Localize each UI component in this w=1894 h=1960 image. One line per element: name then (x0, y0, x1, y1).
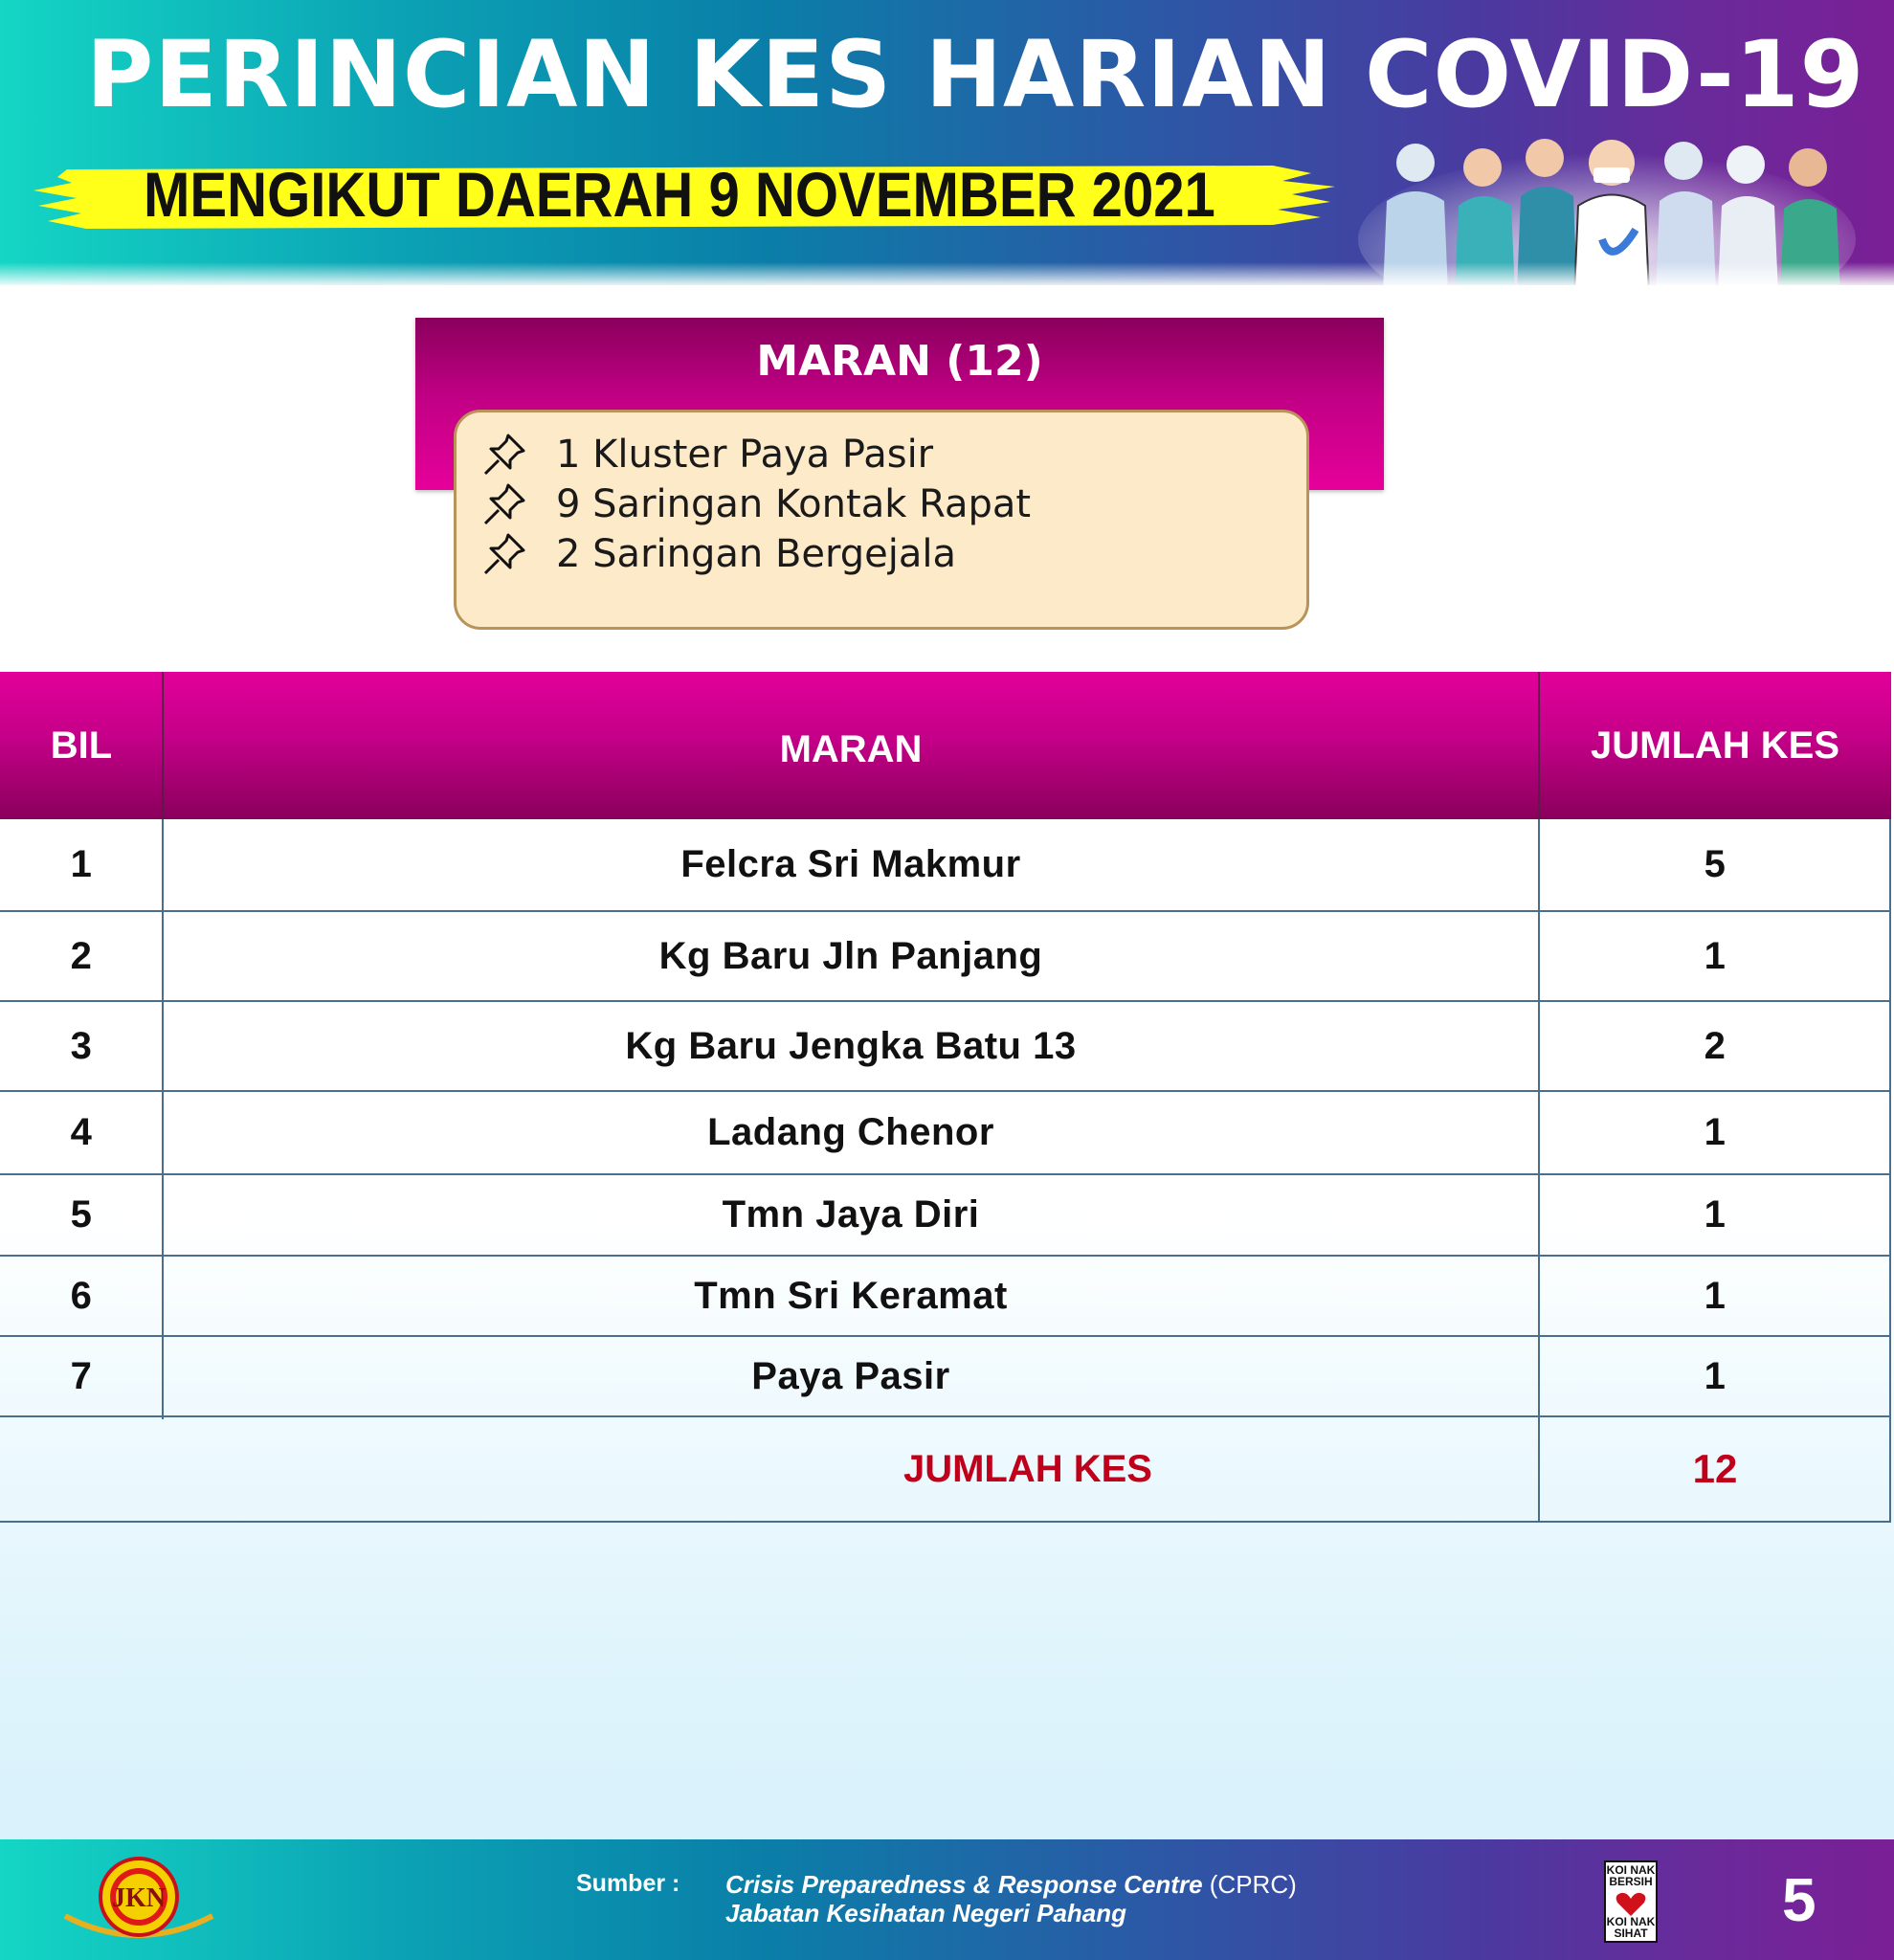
district-title: MARAN (12) (756, 337, 1043, 386)
column-divider (162, 819, 164, 1419)
badge-top-text: KOI NAK BERSIH (1606, 1863, 1656, 1888)
table-row (0, 1175, 1891, 1257)
table-row (0, 819, 1891, 912)
source-department: Jabatan Kesihatan Negeri Pahang (725, 1899, 1127, 1927)
table-row (0, 1257, 1891, 1337)
note-item (479, 430, 933, 479)
header-banner (0, 0, 1894, 285)
total-label: JUMLAH KES (902, 1447, 1152, 1490)
note-item (479, 529, 956, 579)
source-org-name: Crisis Preparedness & Response Centre (725, 1870, 1203, 1899)
note-text: 2 Saringan Bergejala (556, 532, 956, 576)
cell-bil: 1 (70, 843, 93, 885)
cell-locality: Paya Pasir (751, 1354, 950, 1397)
cell-cases: 1 (1704, 1354, 1727, 1397)
table-row (0, 1337, 1891, 1417)
cell-cases: 1 (1704, 1193, 1727, 1236)
note-text: 1 Kluster Paya Pasir (556, 433, 934, 477)
table-row (0, 1002, 1891, 1092)
note-text: 9 Saringan Kontak Rapat (556, 482, 1032, 526)
jkn-pahang-logo (57, 1849, 220, 1950)
healthcare-workers-illustration (1358, 124, 1856, 285)
cell-bil: 7 (70, 1354, 93, 1397)
cell-locality: Kg Baru Jln Panjang (658, 934, 1043, 977)
cell-bil: 3 (70, 1024, 93, 1067)
source-org-abbr: (CPRC) (1202, 1870, 1297, 1899)
cell-locality: Felcra Sri Makmur (680, 843, 1021, 885)
logo-text: JKN (112, 1883, 166, 1913)
table-header (0, 672, 1891, 819)
cell-locality: Ladang Chenor (707, 1111, 994, 1153)
page-number: 5 (1782, 1865, 1816, 1934)
cell-locality: Tmn Jaya Diri (722, 1193, 980, 1236)
cell-bil: 2 (70, 934, 93, 977)
cell-bil: 4 (70, 1111, 93, 1153)
cell-cases: 1 (1704, 934, 1727, 977)
table-total-row (0, 1417, 1891, 1523)
pushpin-icon (479, 479, 529, 529)
case-source-notes (454, 410, 1309, 630)
total-value: 12 (1692, 1446, 1738, 1491)
cell-cases: 2 (1704, 1024, 1727, 1067)
cell-cases: 1 (1704, 1111, 1727, 1153)
badge-bottom-text: KOI NAK SIHAT (1606, 1915, 1656, 1940)
koi-nak-bersih-badge (1604, 1860, 1658, 1943)
source-label: Sumber : (576, 1870, 680, 1897)
table-right-border (1889, 819, 1891, 1523)
column-header-cases: JUMLAH KES (1590, 724, 1840, 767)
table-row (0, 912, 1891, 1002)
heart-icon (1614, 1891, 1648, 1918)
column-divider (1538, 819, 1540, 1523)
cell-bil: 5 (70, 1193, 93, 1236)
pushpin-icon (479, 430, 529, 479)
column-header-bil: BIL (50, 724, 113, 767)
source-organization (725, 1870, 1297, 1900)
note-item (479, 479, 1031, 529)
cell-cases: 5 (1704, 843, 1727, 885)
cell-locality: Tmn Sri Keramat (694, 1274, 1008, 1317)
cell-bil: 6 (70, 1274, 93, 1317)
cell-cases: 1 (1704, 1274, 1727, 1317)
column-header-locality: MARAN (779, 727, 923, 770)
header-divider (1538, 672, 1540, 819)
page-subtitle: MENGIKUT DAERAH 9 NOVEMBER 2021 (144, 159, 1215, 230)
table-row (0, 1092, 1891, 1175)
header-divider (162, 672, 164, 819)
cell-locality: Kg Baru Jengka Batu 13 (625, 1024, 1077, 1067)
page-title: PERINCIAN KES HARIAN COVID-19 (86, 21, 1865, 128)
pushpin-icon (479, 529, 529, 579)
